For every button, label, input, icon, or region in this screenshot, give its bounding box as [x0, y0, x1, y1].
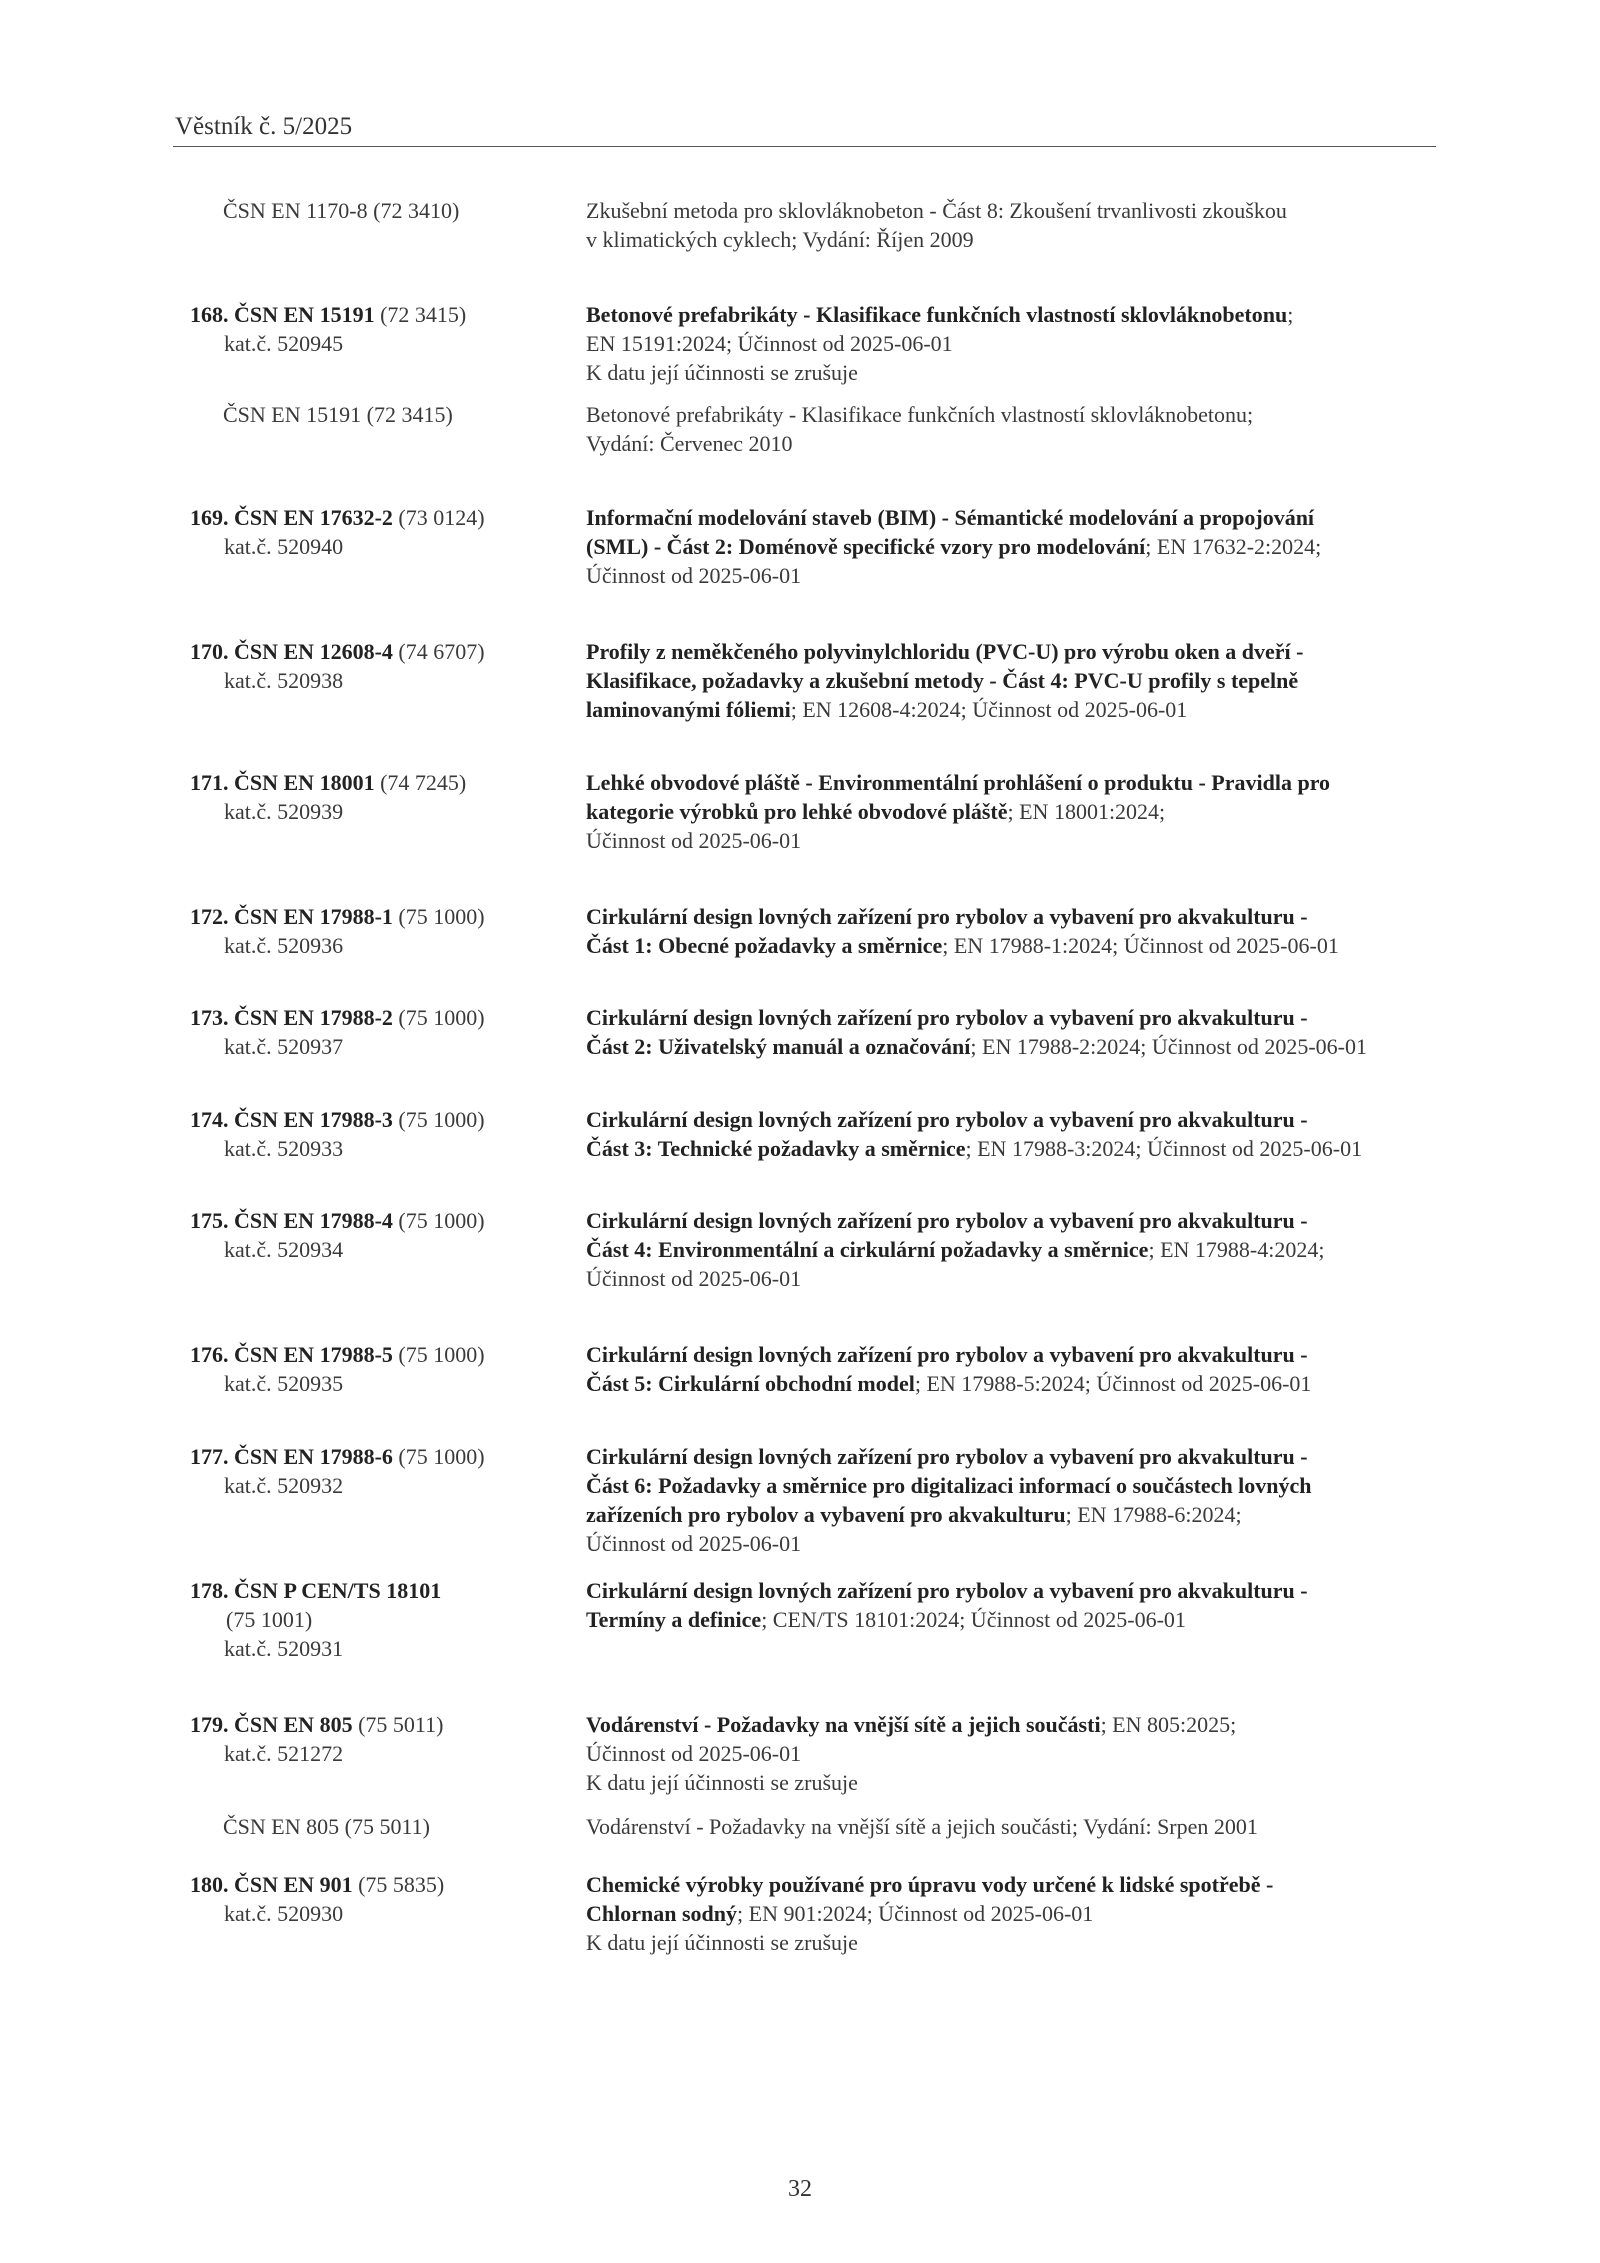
description-line: [586, 1576, 1446, 1605]
description-title-text: Část 5: Cirkulární obchodní model: [586, 1371, 915, 1396]
standard-designation: [190, 902, 570, 960]
designation-text: (74 6707): [392, 639, 485, 664]
standard-designation: [190, 637, 570, 695]
designation-line: [190, 400, 570, 429]
description-text: ; EN 805:2025;: [1100, 1712, 1237, 1737]
description-line: [586, 1032, 1446, 1061]
standard-description: [586, 768, 1446, 855]
description-text: Účinnost od 2025-06-01: [586, 828, 802, 853]
designation-text: kat.č. 520934: [224, 1237, 344, 1262]
designation-line: [190, 1899, 570, 1928]
designation-line: [190, 1003, 570, 1032]
standard-description: [586, 1105, 1446, 1163]
description-text: Betonové prefabrikáty - Klasifikace funkčních vlastností sklovláknobetonu;: [586, 402, 1254, 427]
description-title-text: Chemické výrobky používané pro úpravu vody určené k lidské spotřebě -: [586, 1872, 1274, 1897]
designation-line: [190, 503, 570, 532]
description-title-text: Část 2: Uživatelský manuál a označování: [586, 1034, 971, 1059]
header-rule: [173, 146, 1436, 147]
designation-text: kat.č. 520935: [224, 1371, 344, 1396]
description-text: Účinnost od 2025-06-01: [586, 1266, 802, 1291]
description-title-text: Část 6: Požadavky a směrnice pro digitalizaci informací o součástech lovných: [586, 1473, 1312, 1498]
description-title-text: Informační modelování staveb (BIM) - Sémantické modelování a propojování: [586, 505, 1315, 530]
designation-bold-text: 177. ČSN EN 17988-6: [190, 1444, 393, 1469]
description-title-text: Část 3: Technické požadavky a směrnice: [586, 1136, 966, 1161]
description-line: [586, 1134, 1446, 1163]
description-text: ; EN 17632-2:2024;: [1145, 534, 1322, 559]
standard-description: [586, 1206, 1446, 1293]
standard-description: [586, 400, 1446, 458]
description-title-text: Termíny a definice: [586, 1607, 762, 1632]
description-line: [586, 666, 1446, 695]
description-line: [586, 503, 1446, 532]
designation-text: kat.č. 520930: [224, 1901, 344, 1926]
description-text: v klimatických cyklech; Vydání: Říjen 2009: [586, 227, 974, 252]
description-line: [586, 1928, 1446, 1957]
designation-line: [190, 768, 570, 797]
designation-text: kat.č. 520932: [224, 1473, 344, 1498]
standard-designation: [190, 1003, 570, 1061]
designation-text: kat.č. 520937: [224, 1034, 344, 1059]
designation-bold-text: 176. ČSN EN 17988-5: [190, 1342, 393, 1367]
standard-designation: [190, 1576, 570, 1663]
description-text: ; EN 17988-2:2024; Účinnost od 2025-06-01: [970, 1034, 1367, 1059]
description-line: [586, 797, 1446, 826]
description-text: Vodárenství - Požadavky na vnější sítě a jejich součásti; Vydání: Srpen 2001: [586, 1814, 1258, 1839]
designation-line: [190, 797, 570, 826]
designation-line: [190, 1471, 570, 1500]
standard-description: [586, 1576, 1446, 1634]
standard-designation: [190, 196, 570, 225]
standard-designation: [190, 400, 570, 429]
designation-line: [190, 1710, 570, 1739]
description-line: [586, 1529, 1446, 1558]
designation-bold-text: 175. ČSN EN 17988-4: [190, 1208, 393, 1233]
designation-text: kat.č. 520945: [224, 331, 344, 356]
description-text: ; EN 17988-1:2024; Účinnost od 2025-06-01: [942, 933, 1339, 958]
description-title-text: Cirkulární design lovných zařízení pro rybolov a vybavení pro akvakulturu -: [586, 1208, 1308, 1233]
description-line: [586, 1739, 1446, 1768]
description-text: ; EN 17988-4:2024;: [1148, 1237, 1325, 1262]
description-title-text: kategorie výrobků pro lehké obvodové pláště: [586, 799, 1008, 824]
description-title-text: zařízeních pro rybolov a vybavení pro akvakulturu: [586, 1502, 1066, 1527]
standard-designation: [190, 1340, 570, 1398]
description-text: ; EN 17988-5:2024; Účinnost od 2025-06-01: [914, 1371, 1312, 1396]
description-title-text: Lehké obvodové pláště - Environmentální prohlášení o produktu - Pravidla pro: [586, 770, 1331, 795]
designation-text: (75 1000): [392, 1107, 485, 1132]
description-line: [586, 561, 1446, 590]
description-title-text: Chlornan sodný: [586, 1901, 738, 1926]
designation-line: [190, 1442, 570, 1471]
description-text: ; EN 901:2024; Účinnost od 2025-06-01: [737, 1901, 1094, 1926]
description-line: [586, 300, 1446, 329]
standard-description: [586, 637, 1446, 724]
description-line: [586, 768, 1446, 797]
description-line: [586, 931, 1446, 960]
description-line: [586, 329, 1446, 358]
description-text: K datu její účinnosti se zrušuje: [586, 1930, 858, 1955]
designation-line: [190, 196, 570, 225]
designation-bold-text: 173. ČSN EN 17988-2: [190, 1005, 393, 1030]
designation-line: [190, 1032, 570, 1061]
designation-text: kat.č. 521272: [224, 1741, 344, 1766]
description-text: Účinnost od 2025-06-01: [586, 1741, 802, 1766]
standard-description: [586, 503, 1446, 590]
designation-text: (75 1000): [392, 1208, 485, 1233]
designation-line: [190, 532, 570, 561]
designation-line: [190, 1576, 570, 1605]
description-line: [586, 1206, 1446, 1235]
description-line: [586, 429, 1446, 458]
designation-text: (75 1000): [392, 1005, 485, 1030]
description-line: [586, 1500, 1446, 1529]
description-text: ; EN 17988-3:2024; Účinnost od 2025-06-01: [965, 1136, 1363, 1161]
description-line: [586, 1768, 1446, 1797]
description-text: EN 15191:2024; Účinnost od 2025-06-01: [586, 331, 953, 356]
page-header-title: Věstník č. 5/2025: [175, 113, 353, 140]
designation-bold-text: 174. ČSN EN 17988-3: [190, 1107, 393, 1132]
description-title-text: Profily z neměkčeného polyvinylchloridu (PVC-U) pro výrobu oken a dveří -: [586, 639, 1304, 664]
description-title-text: Část 1: Obecné požadavky a směrnice: [586, 933, 943, 958]
designation-line: [190, 1634, 570, 1663]
designation-line: [190, 1134, 570, 1163]
description-line: [586, 1105, 1446, 1134]
description-title-text: Cirkulární design lovných zařízení pro rybolov a vybavení pro akvakulturu -: [586, 1342, 1308, 1367]
standard-designation: [190, 503, 570, 561]
designation-line: [190, 1739, 570, 1768]
standard-description: [586, 1710, 1446, 1797]
standard-description: [586, 1442, 1446, 1558]
description-line: [586, 532, 1446, 561]
description-title-text: Cirkulární design lovných zařízení pro rybolov a vybavení pro akvakulturu -: [586, 1444, 1308, 1469]
designation-text: kat.č. 520931: [224, 1636, 344, 1661]
designation-line: [190, 902, 570, 931]
standard-description: [586, 1340, 1446, 1398]
description-line: [586, 1710, 1446, 1739]
description-text: Vydání: Červenec 2010: [586, 431, 793, 456]
designation-bold-text: 179. ČSN EN 805: [190, 1712, 353, 1737]
description-title-text: Část 4: Environmentální a cirkulární požadavky a směrnice: [586, 1237, 1149, 1262]
standard-designation: [190, 1105, 570, 1163]
designation-text: (75 5011): [352, 1712, 444, 1737]
designation-text: ČSN EN 15191 (72 3415): [223, 402, 453, 427]
designation-text: ČSN EN 805 (75 5011): [223, 1814, 430, 1839]
designation-text: kat.č. 520938: [224, 668, 344, 693]
designation-bold-text: 169. ČSN EN 17632-2: [190, 505, 393, 530]
designation-text: kat.č. 520933: [224, 1136, 344, 1161]
description-text: K datu její účinnosti se zrušuje: [586, 360, 858, 385]
description-line: [586, 1870, 1446, 1899]
designation-text: (75 1000): [392, 904, 485, 929]
description-line: [586, 196, 1446, 225]
description-title-text: Vodárenství - Požadavky na vnější sítě a jejich součásti: [586, 1712, 1101, 1737]
designation-text: (72 3415): [374, 302, 467, 327]
designation-line: [190, 1369, 570, 1398]
designation-line: [190, 931, 570, 960]
designation-text: (75 5835): [352, 1872, 445, 1897]
description-line: [586, 826, 1446, 855]
description-text: Účinnost od 2025-06-01: [586, 563, 802, 588]
description-line: [586, 902, 1446, 931]
standard-designation: [190, 1442, 570, 1500]
standard-description: [586, 1003, 1446, 1061]
designation-text: kat.č. 520940: [224, 534, 344, 559]
description-line: [586, 695, 1446, 724]
description-title-text: Cirkulární design lovných zařízení pro rybolov a vybavení pro akvakulturu -: [586, 1005, 1308, 1030]
designation-line: [190, 1235, 570, 1264]
designation-bold-text: 180. ČSN EN 901: [190, 1872, 353, 1897]
description-line: [586, 400, 1446, 429]
standard-designation: [190, 1206, 570, 1264]
designation-text: (74 7245): [374, 770, 467, 795]
standard-designation: [190, 768, 570, 826]
designation-line: [190, 1340, 570, 1369]
description-title-text: Klasifikace, požadavky a zkušební metody - Část 4: PVC-U profily s tepelně: [586, 668, 1299, 693]
designation-line: [190, 329, 570, 358]
standard-designation: [190, 1710, 570, 1768]
description-line: [586, 358, 1446, 387]
description-text: ; EN 17988-6:2024;: [1065, 1502, 1242, 1527]
standard-description: [586, 902, 1446, 960]
description-title-text: Betonové prefabrikáty - Klasifikace funkčních vlastností sklovláknobetonu: [586, 302, 1288, 327]
description-line: [586, 225, 1446, 254]
standard-description: [586, 300, 1446, 387]
description-title-text: (SML) - Část 2: Doménově specifické vzory pro modelování: [586, 534, 1146, 559]
standard-designation: [190, 1812, 570, 1841]
description-line: [586, 637, 1446, 666]
standard-description: [586, 1812, 1446, 1841]
designation-text: ČSN EN 1170-8 (72 3410): [223, 198, 460, 223]
description-line: [586, 1235, 1446, 1264]
standard-description: [586, 1870, 1446, 1957]
description-title-text: Cirkulární design lovných zařízení pro rybolov a vybavení pro akvakulturu -: [586, 1107, 1308, 1132]
designation-text: (75 1000): [392, 1342, 485, 1367]
standard-designation: [190, 1870, 570, 1928]
description-title-text: Cirkulární design lovných zařízení pro rybolov a vybavení pro akvakulturu -: [586, 1578, 1308, 1603]
description-text: K datu její účinnosti se zrušuje: [586, 1770, 858, 1795]
description-text: ; EN 18001:2024;: [1007, 799, 1166, 824]
designation-bold-text: 172. ČSN EN 17988-1: [190, 904, 393, 929]
designation-line: [190, 1812, 570, 1841]
page-number: 32: [788, 2176, 812, 2202]
designation-line: [190, 1206, 570, 1235]
description-title-text: laminovanými fóliemi: [586, 697, 791, 722]
designation-text: kat.č. 520939: [224, 799, 344, 824]
description-line: [586, 1605, 1446, 1634]
description-line: [586, 1340, 1446, 1369]
standard-description: [586, 196, 1446, 254]
designation-text: kat.č. 520936: [224, 933, 344, 958]
description-title-text: Cirkulární design lovných zařízení pro rybolov a vybavení pro akvakulturu -: [586, 904, 1308, 929]
designation-bold-text: 178. ČSN P CEN/TS 18101: [190, 1578, 442, 1603]
designation-text: (75 1001): [226, 1607, 313, 1632]
designation-line: [190, 300, 570, 329]
designation-text: (73 0124): [392, 505, 485, 530]
description-text: ; CEN/TS 18101:2024; Účinnost od 2025-06-01: [761, 1607, 1186, 1632]
description-line: [586, 1369, 1446, 1398]
standard-designation: [190, 300, 570, 358]
designation-line: [190, 666, 570, 695]
description-line: [586, 1812, 1446, 1841]
description-text: ;: [1287, 302, 1294, 327]
designation-text: (75 1000): [392, 1444, 485, 1469]
description-text: ; EN 12608-4:2024; Účinnost od 2025-06-01: [790, 697, 1188, 722]
designation-line: [190, 637, 570, 666]
designation-bold-text: 171. ČSN EN 18001: [190, 770, 375, 795]
description-line: [586, 1003, 1446, 1032]
description-line: [586, 1471, 1446, 1500]
designation-bold-text: 168. ČSN EN 15191: [190, 302, 375, 327]
description-text: Zkušební metoda pro sklovláknobeton - Část 8: Zkoušení trvanlivosti zkouškou: [586, 198, 1287, 223]
description-text: Účinnost od 2025-06-01: [586, 1531, 802, 1556]
designation-line: [190, 1605, 570, 1634]
description-line: [586, 1442, 1446, 1471]
designation-line: [190, 1105, 570, 1134]
description-line: [586, 1264, 1446, 1293]
description-line: [586, 1899, 1446, 1928]
designation-line: [190, 1870, 570, 1899]
designation-bold-text: 170. ČSN EN 12608-4: [190, 639, 393, 664]
